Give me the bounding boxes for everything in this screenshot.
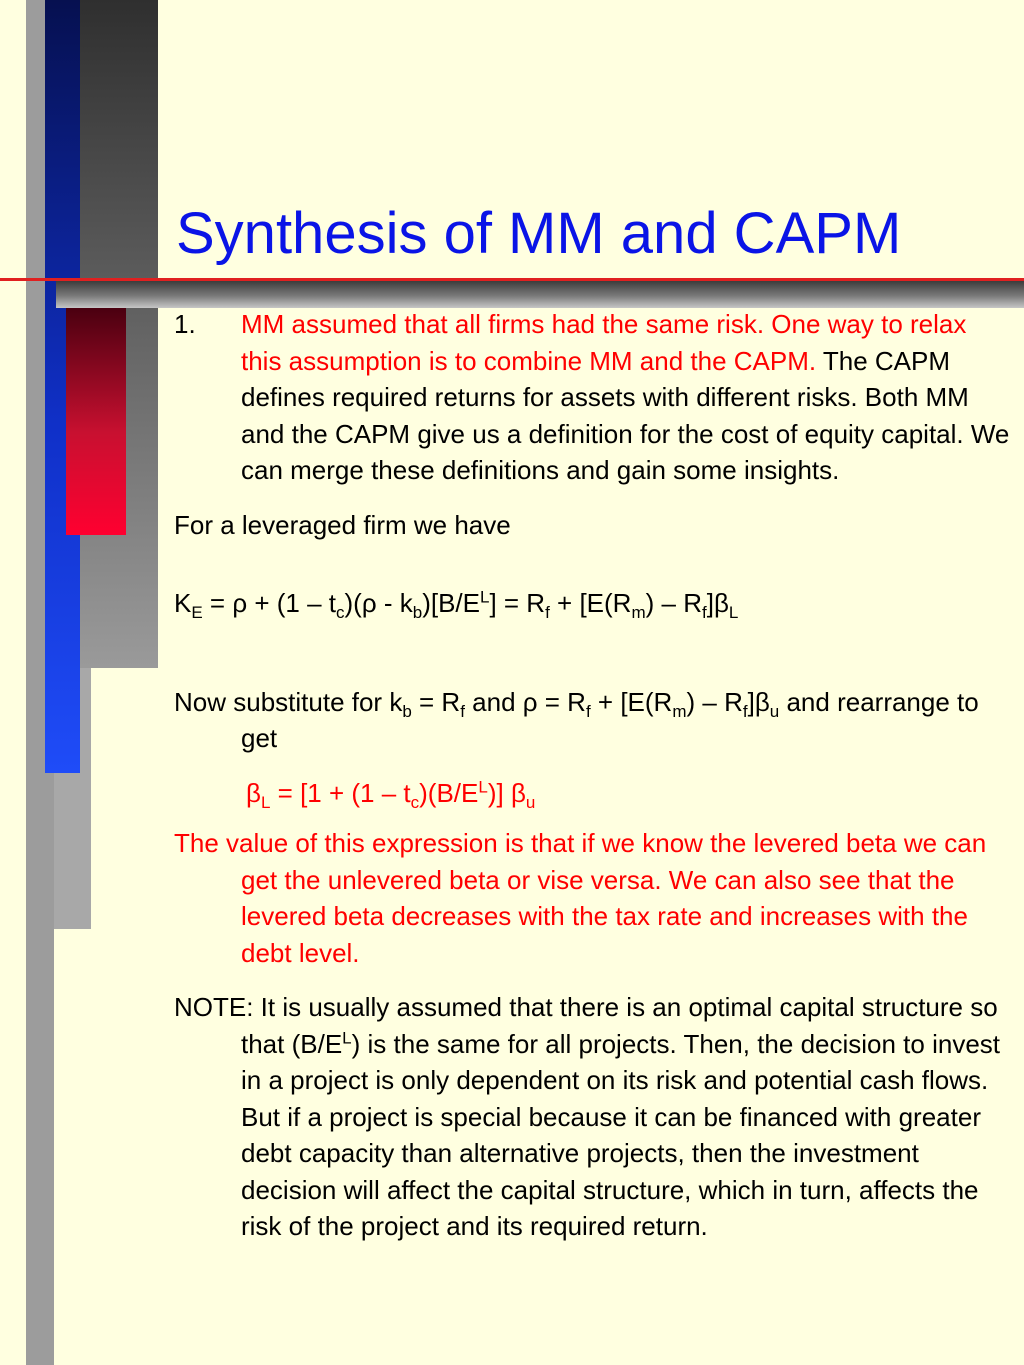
substitute-paragraph: Now substitute for $k_b = R_f$ and $\rho = R_f + [E(R_m) - R_f]\beta_u$ and rearrange to get: [174, 686, 979, 753]
value-paragraph: The value of this expression is that if we know the levered beta we can get the unlevered beta or vise versa. We can also see that the levered beta decreases with the tax rate and increases with the debt level.: [174, 828, 987, 968]
slide-content: [174, 306, 1014, 1263]
point-1: [174, 306, 1014, 489]
note-paragraph: NOTE: It is usually assumed that there is an optimal capital structure so that $(B/E^L)$ is the same for all projects. Then, the decision to invest in a project is only dependent on its risk and potential cash flows. But if a project is special because it can be financed with greater debt capacity than alternative projects, then the investment decision will affect the capital structure, which in turn, affects the risk of the project and its required return.: [174, 992, 1001, 1241]
deco-red-bar: [66, 308, 126, 535]
point-1-red-text: MM assumed that all firms had the same risk. One way to relax this assumption is to combine MM and the CAPM.: [241, 309, 967, 376]
point-1-text: The CAPM defines required returns for assets with different risks. Both MM and the CAPM give us a definition for the cost of equity capital. We can merge these definitions and gain some insights.: [241, 345, 1010, 485]
leveraged-intro: For a leveraged firm we have: [174, 509, 511, 540]
levered-beta-formula: $\beta_L = [1 + (1 - t_c)(B/E^L)]$ $\beta_u$: [246, 776, 536, 812]
slide-title: Synthesis of MM and CAPM: [176, 201, 902, 266]
cost-of-equity-equation: $K_E = \rho + (1 - t_c)(\rho - k_b)[B/E^L] = R_f + [E(R_m) - R_f]\beta_L$: [174, 587, 739, 623]
header-gray-band: [56, 281, 1024, 308]
point-1-number: 1.: [174, 309, 196, 339]
